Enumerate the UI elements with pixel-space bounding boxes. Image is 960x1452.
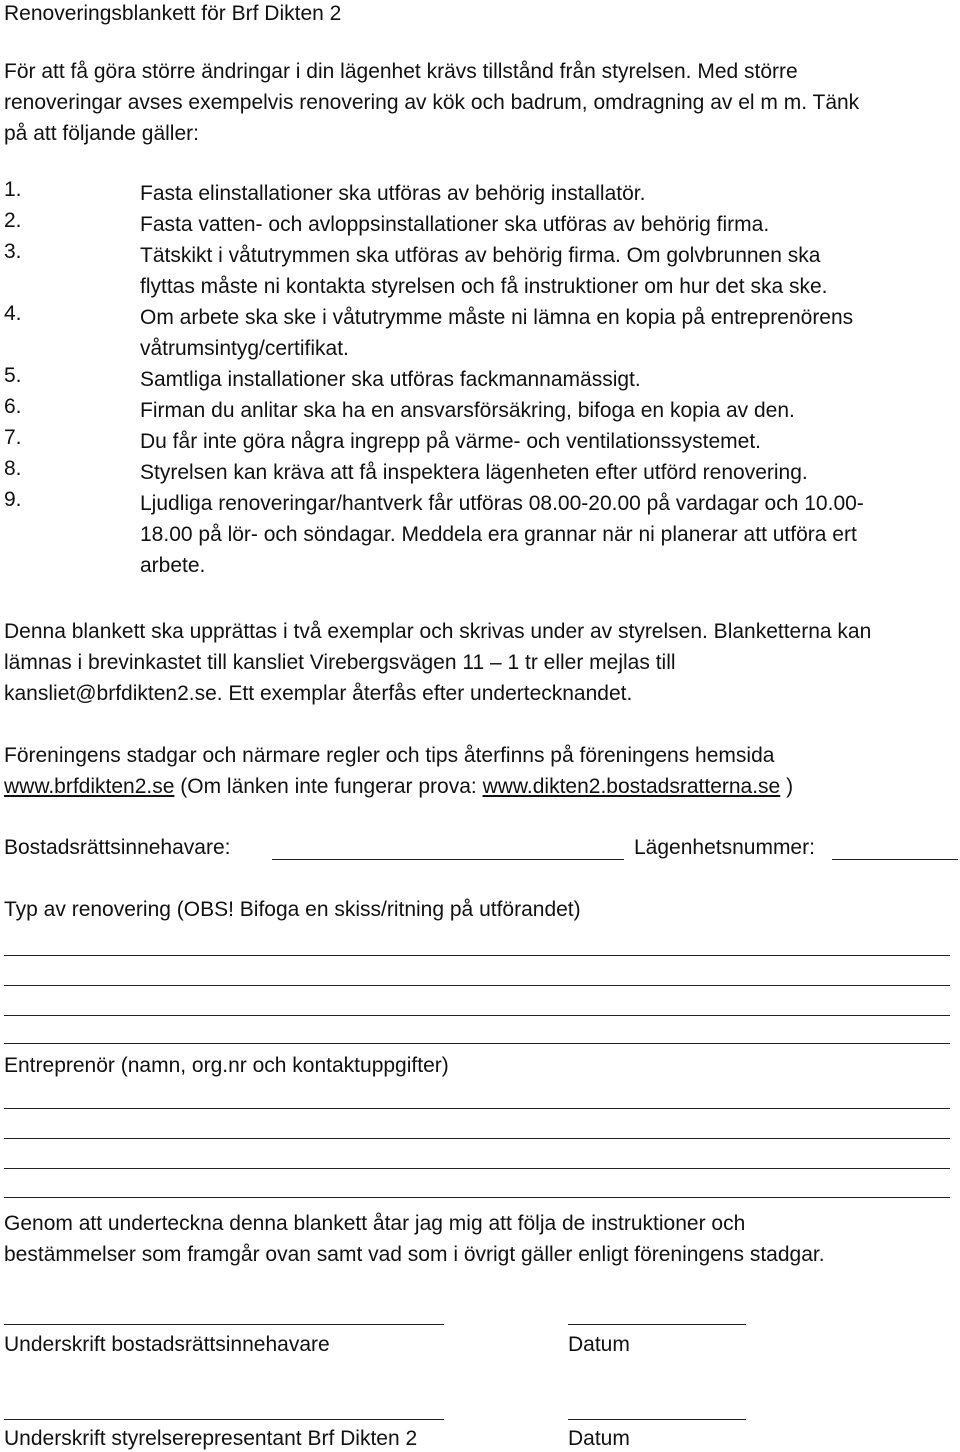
submission-paragraph <box>4 616 960 709</box>
rule-number: 7. <box>4 426 22 449</box>
intro-paragraph <box>4 56 956 149</box>
rule-number: 2. <box>4 209 22 232</box>
rule-item <box>4 457 956 488</box>
rule-number: 3. <box>4 240 22 263</box>
rule-text: Tätskikt i våtutrymmen ska utföras av behörig firma. Om golvbrunnen ska <box>140 244 821 267</box>
rules-list <box>4 178 956 581</box>
renovation-type-line[interactable] <box>4 1015 950 1016</box>
intro-line: på att följande gäller: <box>4 122 199 145</box>
rule-item <box>4 209 956 240</box>
board-signature-label: Underskrift styrelserepresentant Brf Dikten 2 <box>4 1427 418 1450</box>
rule-text: Fasta elinstallationer ska utföras av behörig installatör. <box>140 182 646 205</box>
owner-signature-label: Underskrift bostadsrättsinnehavare <box>4 1333 330 1356</box>
submission-line: kansliet@brfdikten2.se. Ett exemplar återfås efter undertecknandet. <box>4 682 633 705</box>
owner-field-label: Bostadsrättsinnehavare: <box>4 836 231 859</box>
rule-text: Du får inte göra några ingrepp på värme- och ventilationssystemet. <box>140 430 761 453</box>
rule-text: Ljudliga renoveringar/hantverk får utföras 08.00-20.00 på vardagar och 10.00- <box>140 492 864 515</box>
alternate-website-link[interactable]: www.dikten2.bostadsratterna.se <box>482 775 781 798</box>
rule-text: flyttas måste ni kontakta styrelsen och få instruktioner om hur det ska ske. <box>140 275 828 298</box>
link-hint-end: ) <box>780 775 794 798</box>
rule-text: arbete. <box>140 554 206 577</box>
rule-number: 1. <box>4 178 22 201</box>
board-date-label: Datum <box>568 1427 630 1450</box>
rule-item <box>4 395 956 426</box>
statutes-paragraph <box>4 740 960 802</box>
rule-number: 8. <box>4 457 22 480</box>
contractor-label: Entreprenör (namn, org.nr och kontaktuppgifter) <box>4 1054 449 1077</box>
renovation-type-line[interactable] <box>4 955 950 956</box>
rule-number: 4. <box>4 302 22 325</box>
agreement-line: bestämmelser som framgår ovan samt vad som i övrigt gäller enligt föreningens stadgar. <box>4 1243 825 1266</box>
rule-number: 6. <box>4 395 22 418</box>
rule-text: Styrelsen kan kräva att få inspektera lägenheten efter utförd renovering. <box>140 461 808 484</box>
contractor-line[interactable] <box>4 1138 950 1139</box>
rule-item <box>4 302 956 364</box>
rule-number: 5. <box>4 364 22 387</box>
apartment-field-line[interactable] <box>832 859 958 860</box>
agreement-paragraph <box>4 1208 960 1270</box>
document-title: Renoveringsblankett för Brf Dikten 2 <box>4 2 342 25</box>
owner-field-line[interactable] <box>272 859 624 860</box>
owner-date-line[interactable] <box>568 1324 746 1325</box>
rule-text: Firman du anlitar ska ha en ansvarsförsäkring, bifoga en kopia av den. <box>140 399 795 422</box>
apartment-field-label: Lägenhetsnummer: <box>634 836 815 859</box>
rule-item <box>4 240 956 302</box>
rule-item <box>4 364 956 395</box>
renovation-type-line[interactable] <box>4 1043 950 1044</box>
rule-text: Om arbete ska ske i våtutrymme måste ni lämna en kopia på entreprenörens <box>140 306 854 329</box>
owner-signature-line[interactable] <box>4 1324 444 1325</box>
link-hint-text: (Om länken inte fungerar prova: <box>174 775 483 798</box>
board-signature-line[interactable] <box>4 1419 444 1420</box>
rule-text: Samtliga installationer ska utföras fackmannamässigt. <box>140 368 641 391</box>
agreement-line: Genom att underteckna denna blankett åtar jag mig att följa de instruktioner och <box>4 1212 746 1235</box>
renovation-type-line[interactable] <box>4 985 950 986</box>
rule-item <box>4 178 956 209</box>
contractor-line[interactable] <box>4 1168 950 1169</box>
contractor-line[interactable] <box>4 1108 950 1109</box>
owner-date-label: Datum <box>568 1333 630 1356</box>
website-link[interactable]: www.brfdikten2.se <box>4 775 175 798</box>
contractor-line[interactable] <box>4 1197 950 1198</box>
rule-text: 18.00 på lör- och söndagar. Meddela era grannar när ni planerar att utföra ert <box>140 523 857 546</box>
rule-text: våtrumsintyg/certifikat. <box>140 337 349 360</box>
rule-item <box>4 488 956 581</box>
intro-line: renoveringar avses exempelvis renovering av kök och badrum, omdragning av el m m. Tänk <box>4 91 860 114</box>
submission-line: Denna blankett ska upprättas i två exemplar och skrivas under av styrelsen. Blanketterna kan <box>4 620 872 643</box>
statutes-line: Föreningens stadgar och närmare regler och tips återfinns på föreningens hemsida <box>4 744 775 767</box>
intro-line: För att få göra större ändringar i din lägenhet krävs tillstånd från styrelsen. Med större <box>4 60 798 83</box>
renovation-type-label: Typ av renovering (OBS! Bifoga en skiss/ritning på utförandet) <box>4 898 581 921</box>
links-line <box>4 771 960 802</box>
board-date-line[interactable] <box>568 1419 746 1420</box>
rule-item <box>4 426 956 457</box>
submission-line: lämnas i brevinkastet till kansliet Virebergsvägen 11 – 1 tr eller mejlas till <box>4 651 676 674</box>
rule-number: 9. <box>4 488 22 511</box>
rule-text: Fasta vatten- och avloppsinstallationer ska utföras av behörig firma. <box>140 213 770 236</box>
